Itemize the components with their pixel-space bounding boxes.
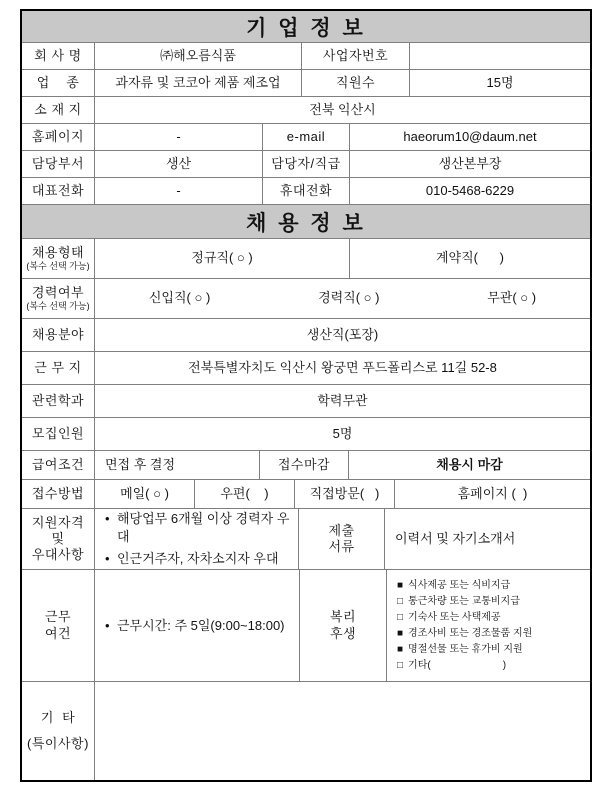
recruit-field-label: 채용분야 (22, 319, 95, 351)
welfare-item-other: □ 기타( ) (397, 658, 506, 674)
apply-visit: 직접방문( ) (295, 480, 395, 508)
company-info-section-header (22, 11, 590, 43)
homepage-label: 홈페이지 (22, 124, 95, 150)
location-label: 소 재 지 (22, 97, 95, 123)
career-new: 신입직( ○ ) (148, 290, 211, 306)
manager-value: 생산본부장 (438, 155, 502, 171)
salary-deadline-row (22, 451, 590, 480)
employment-type-contract: 계약직( ) (435, 250, 504, 266)
work-hours-cell (95, 570, 300, 681)
staff-count-value: 15명 (486, 74, 514, 90)
checkbox-checked-icon: ■ (397, 579, 404, 591)
business-number-label: 사업자번호 (302, 43, 410, 69)
apply-homepage: 홈페이지 ( ) (457, 485, 528, 501)
qualification-label: 지원자격 및 우대사항 (22, 509, 95, 569)
related-major-label: 관련학과 (22, 385, 95, 417)
etc-label: 기 타 (특이사항) (22, 682, 95, 780)
work-conditions-label: 근무 여건 (22, 570, 95, 681)
deadline-label: 접수마감 (260, 451, 349, 479)
bullet-icon: • (105, 617, 110, 633)
industry-label: 업 종 (22, 70, 95, 96)
workplace-row (22, 352, 590, 385)
other-close-paren: ) (502, 659, 507, 671)
job-posting-form (20, 9, 592, 782)
headcount-row (22, 418, 590, 451)
checkbox-checked-icon: ■ (397, 627, 404, 639)
homepage-value: - (95, 124, 263, 150)
employment-type-label: 채용형태 (복수 선택 가능) (22, 239, 95, 278)
career-label: 경력여부 (복수 선택 가능) (22, 279, 95, 318)
department-value: 생산 (95, 151, 263, 177)
recruit-field-value: 생산직(포장) (306, 326, 379, 342)
mobile-phone-value: 010-5468-6229 (425, 182, 515, 198)
work-conditions-row (22, 570, 590, 682)
recruit-field-row (22, 319, 590, 352)
documents-label: 제출 서류 (299, 509, 385, 569)
mobile-phone-label: 휴대전화 (263, 178, 350, 204)
location-row (22, 97, 590, 124)
welfare-item: ■ 경조사비 또는 경조물품 지원 (397, 626, 532, 642)
qualification-list (95, 509, 299, 569)
headcount-value: 5명 (332, 425, 353, 441)
homepage-row (22, 124, 590, 151)
company-info-title: 기 업 정 보 (246, 16, 366, 40)
workplace-value: 전북특별자치도 익산시 왕궁면 푸드폴리스로 11길 52-8 (188, 359, 497, 375)
work-hours-item: • 근무시간: 주 5일(9:00~18:00) (105, 617, 285, 633)
welfare-label: 복리 후생 (300, 570, 387, 681)
salary-value: 면접 후 결정 (95, 451, 260, 479)
checkbox-checked-icon: ■ (397, 643, 404, 655)
career-experienced: 경력직( ○ ) (318, 290, 380, 306)
recruit-info-title: 채 용 정 보 (246, 211, 366, 235)
industry-row (22, 70, 590, 97)
documents-value: 이력서 및 자기소개서 (395, 530, 516, 546)
apply-post: 우편( ) (195, 480, 295, 508)
career-any: 무관( ○ ) (487, 290, 537, 306)
etc-value (95, 682, 590, 780)
salary-label: 급여조건 (22, 451, 95, 479)
email-label: e-mail (263, 124, 350, 150)
email-value: haeorum10@daum.net (403, 128, 537, 144)
welfare-item: □ 통근차량 또는 교통비지급 (397, 594, 520, 610)
multi-select-note: (복수 선택 가능) (26, 261, 90, 272)
headcount-label: 모집인원 (22, 418, 95, 450)
employment-type-row (22, 239, 590, 279)
checkbox-unchecked-icon: □ (397, 659, 404, 671)
apply-method-label: 접수방법 (22, 480, 95, 508)
phone-row (22, 178, 590, 205)
department-row (22, 151, 590, 178)
multi-select-note: (복수 선택 가능) (26, 301, 90, 312)
welfare-item: □ 기숙사 또는 사택제공 (397, 610, 501, 626)
apply-mail: 메일( ○ ) (95, 480, 195, 508)
department-label: 담당부서 (22, 151, 95, 177)
company-name-row (22, 43, 590, 70)
checkbox-unchecked-icon: □ (397, 595, 404, 607)
employment-type-regular: 정규직( ○ ) (95, 239, 350, 278)
company-name-label: 회 사 명 (22, 43, 95, 69)
qualification-row (22, 509, 590, 570)
qualification-item: • 해당업무 6개월 이상 경력자 우대 (105, 511, 290, 544)
recruit-info-section-header (22, 205, 590, 239)
welfare-item: ■ 명절선물 또는 휴가비 지원 (397, 642, 523, 658)
deadline-value: 채용시 마감 (436, 456, 503, 472)
welfare-item: ■ 식사제공 또는 식비지급 (397, 578, 510, 594)
related-major-value: 학력무관 (317, 392, 368, 408)
qualification-item: • 인근거주자, 자차소지자 우대 (105, 551, 279, 567)
main-phone-label: 대표전화 (22, 178, 95, 204)
industry-value: 과자류 및 코코아 제품 제조업 (95, 70, 302, 96)
related-major-row (22, 385, 590, 418)
checkbox-unchecked-icon: □ (397, 611, 404, 623)
bullet-icon: • (105, 551, 110, 567)
bullet-icon: • (105, 511, 110, 527)
company-name-value: ㈜해오름식품 (95, 43, 302, 69)
apply-method-row (22, 480, 590, 509)
career-options (95, 279, 590, 318)
location-value: 전북 익산시 (309, 101, 376, 117)
business-number-value (410, 43, 590, 69)
welfare-checklist (387, 570, 590, 681)
career-row (22, 279, 590, 319)
workplace-label: 근 무 지 (22, 352, 95, 384)
manager-label: 담당자/직급 (263, 151, 350, 177)
main-phone-value: - (95, 178, 263, 204)
staff-count-label: 직원수 (302, 70, 410, 96)
etc-row (22, 682, 590, 780)
